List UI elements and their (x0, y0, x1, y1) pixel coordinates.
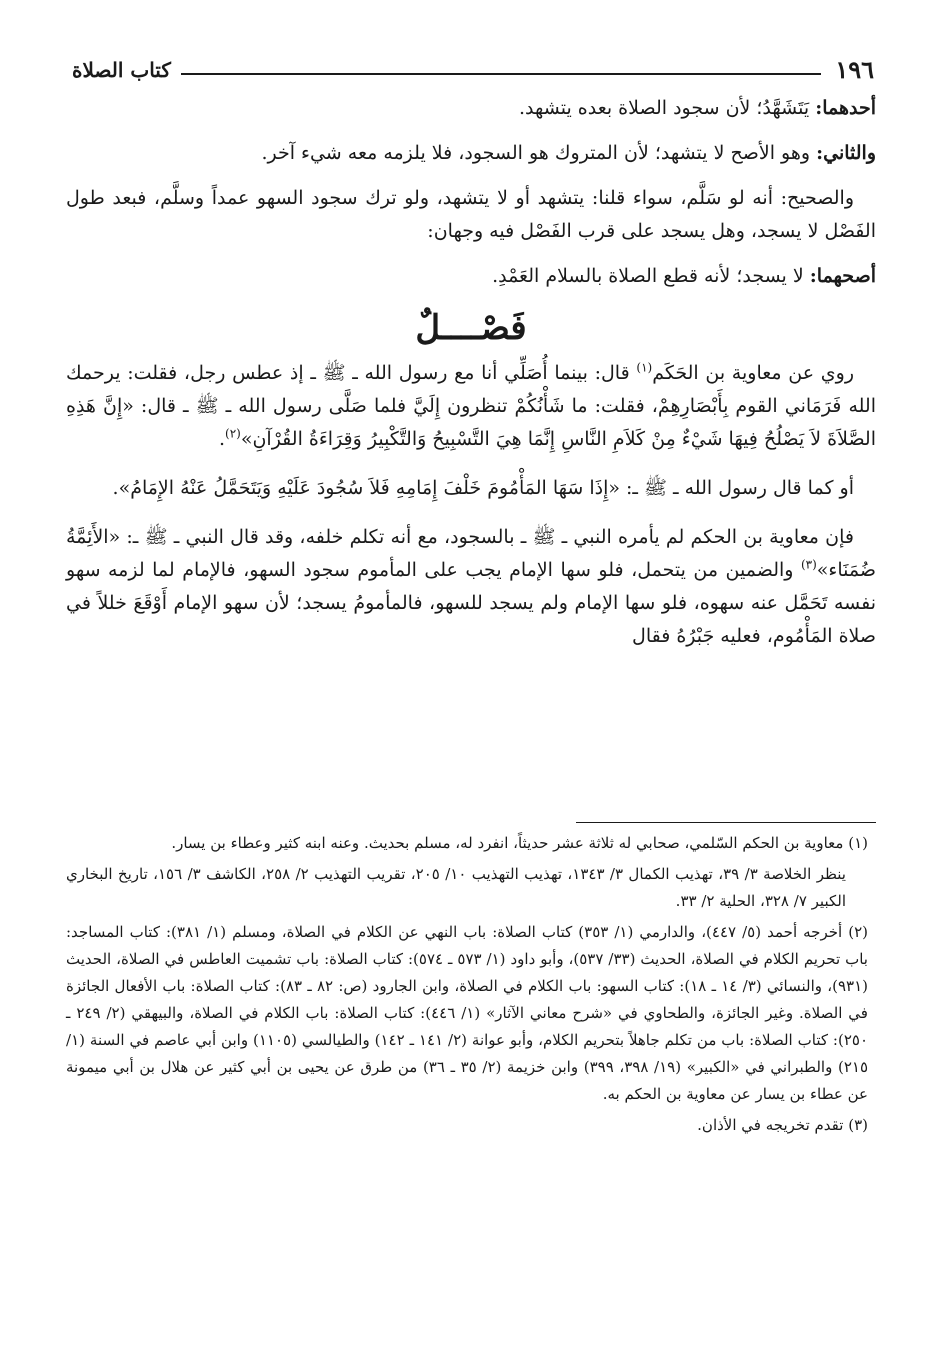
paragraph-second-opinion (66, 137, 876, 170)
running-header (72, 52, 874, 84)
paragraph-lead: أصحهما: (809, 265, 876, 287)
paragraph-text: فإن معاوية بن الحكم لم يأمره النبي ـ ﷺ ـ بالسجود، مع أنه تكلم خلفه، وقد قال النبي ـ ﷺ ـ: «الأَئِمَّةُ ضُمَنَاء» (66, 526, 876, 581)
paragraph-lead: أحدهما: (815, 97, 876, 119)
paragraph-text: . (218, 428, 226, 450)
main-text (66, 92, 876, 653)
footnote-ref: (٣) (800, 557, 817, 572)
paragraph-correct-view: والصحيح: أنه لو سَلَّم، سواء قلنا: يتشهد أو لا يتشهد، ولو ترك سجود السهو عمداً وسلَّم، فبعد طول الفَصْل لا يسجد، وهل يسجد على قرب الفَصْل فيه وجهان: (66, 187, 876, 242)
paragraph-first-opinion (66, 92, 876, 125)
footnote-2: (٢) أخرجه أحمد (٥/ ٤٤٧)، والدارمي (١/ ٣٥٣) كتاب الصلاة: باب النهي عن الكلام في الصلاة، ومسلم (١/ ٣٨١): كتاب المساجد: باب تحريم الكلام في الصلاة، الحديث (٣٣/ ٥٣٧)، وأبو داود (١/ ٥٧٣ ـ ٥٧٤): كتاب الصلاة: باب تشميت العاطس في الصلاة، الحديث (٩٣١)، والنسائي (٣/ ١٤ ـ ١٨): كتاب السهو: باب الكلام في الصلاة، وابن الجارود (ص: ٨٢ ـ ٨٣): كتاب الصلاة: باب الأفعال الجائزة في الصلاة. وغير الجائزة، والطحاوي في «شرح معاني الآثار» (١/ ٤٤٦): كتاب الصلاة: باب الكلام في الصلاة، والبيهقي (٢/ ٢٤٩ ـ ٢٥٠): كتاب الصلاة: باب من تكلم جاهلاً بتحريم الكلام، وأبو عوانة (٢/ ١٤١ ـ ١٤٢) والطيالسي (١١٠٥) وابن أبي عاصم في السنة (١/ ٢١٥) والطبراني في «الكبير» (١٩/ ٣٩٨، ٣٩٩) وابن خزيمة (٢/ ٣٥ ـ ٣٦) من طرق عن يحيى بن أبي كثير عن هلال بن أبي ميمونة عن عطاء بن يسار عن معاوية بن الحكم به. (66, 923, 868, 1103)
footnote-1: (١) معاوية بن الحكم السّلمي، صحابي له ثلاثة عشر حديثاً، انفرد له، مسلم بحديث. وعنه ابنه كثير وعطاء بن يسار. (171, 834, 868, 852)
paragraph-text: قال: بينما أُصَلِّي أنا مع رسول الله ـ ﷺ ـ إذ عطس رجل، فقلت: يرحمك الله فَرَمَاني القوم بِأَبْصَارِهِمْ، فقلت: ما شَأْنُكُمْ تنظرون إِلَيَّ فلما صَلَّى رسول الله ـ ﷺ ـ قال: «إِنَّ هَذِهِ الصَّلاَةَ لاَ يَصْلُحُ فِيهَا شَيْءٌ مِنْ كَلاَمِ النَّاسِ إِنَّمَا هِيَ التَّسْبِيحُ وَالتَّكْبِيرُ وَقِرَاءَةُ القُرْآنِ» (66, 362, 876, 450)
paragraph-text: والضمين من يتحمل، فلو سها الإمام يجب على المأموم سجود السهو، فالإمام لما لزمه سهو نفسه تَحَمَّل عنه سهوه، فلو سها الإمام ولم يسجد للسهو، فالمأمومُ يسجد؛ لأن سهو الإمام أَوْقَعَ خللاً في صلاة المَأْمُوم، فعليه جَبْرُهُ فقال (66, 559, 877, 647)
footnote-ref: (٢) (225, 426, 241, 441)
footnotes (66, 830, 868, 1139)
footnote-3: (٣) تقدم تخريجه في الأذان. (697, 1116, 868, 1134)
footnote-divider (576, 822, 876, 823)
book-title: كتاب الصلاة (72, 58, 171, 82)
page-number: ١٩٦ (835, 55, 874, 84)
footnote-ref: (١) (636, 360, 653, 375)
paragraph-text: روي عن معاوية بن الحَكَم (652, 362, 854, 384)
paragraph-most-correct (66, 260, 876, 293)
paragraph-lead: والثاني: (816, 142, 876, 164)
paragraph-text: يَتَشَهَّدُ؛ لأن سجود الصلاة بعده يتشهد. (518, 97, 816, 119)
paragraph-explanation (66, 521, 876, 653)
paragraph-hadith-imam: أو كما قال رسول الله ـ ﷺ ـ: «إِذَا سَهَا المَأْمُومَ خَلْفَ إِمَامِهِ فَلاَ سُجُودَ عَلَيْهِ وَيَتَحَمَّلُ عَنْهُ الإِمَامُ». (112, 477, 854, 499)
section-heading: فَصْــــلٌ (415, 308, 527, 348)
paragraph-text: وهو الأصح لا يتشهد؛ لأن المتروك هو السجود، فلا يلزمه معه شيء آخر. (261, 142, 817, 164)
footnote-1-sources: ينظر الخلاصة ٣/ ٣٩، تهذيب الكمال ٣/ ١٣٤٣، تهذيب التهذيب ١٠/ ٢٠٥، تقريب التهذيب ٢/ ٢٥٨، الكاشف ٣/ ١٥٦، تاريخ البخاري الكبير ٧/ ٣٢٨، الحلية ٢/ ٣٣. (66, 865, 846, 910)
header-rule (181, 73, 821, 75)
paragraph-text: لا يسجد؛ لأنه قطع الصلاة بالسلام العَمْدِ. (492, 265, 810, 287)
paragraph-hadith-muawiya (66, 357, 876, 456)
